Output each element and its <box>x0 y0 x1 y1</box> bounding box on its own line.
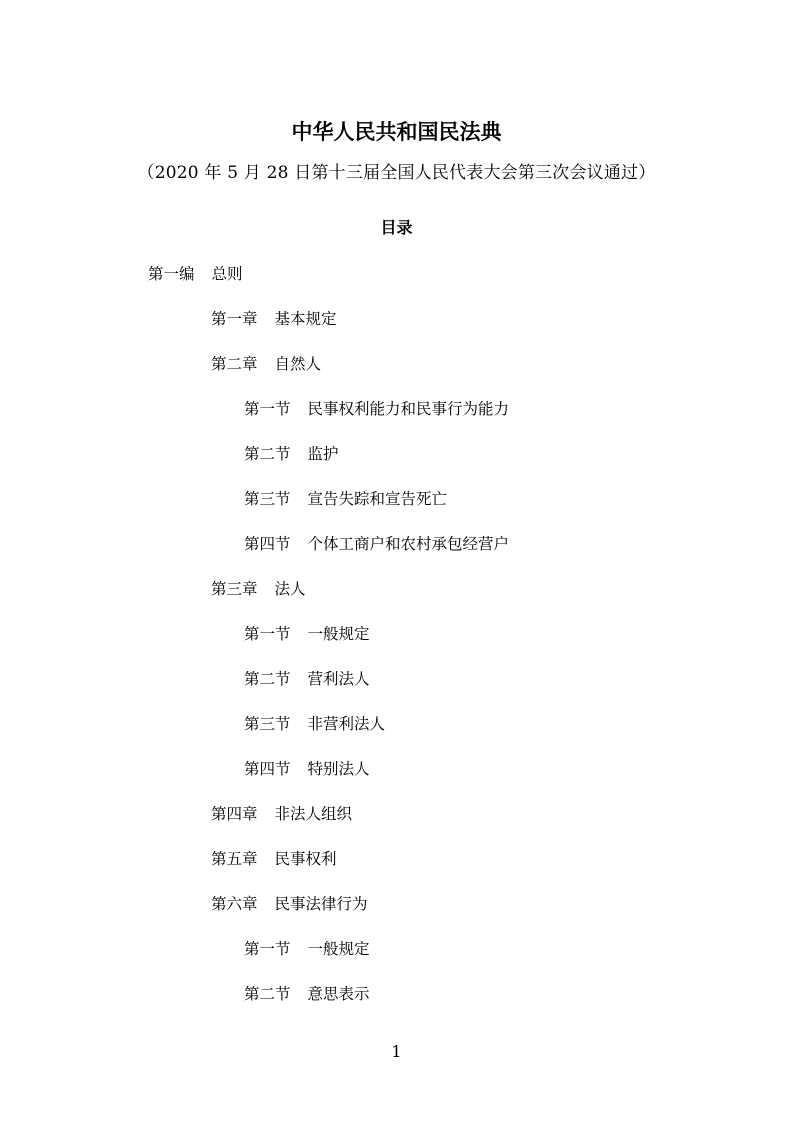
toc-entry[interactable] <box>0 261 793 306</box>
toc-entry-title: 法人 <box>274 580 306 598</box>
document-subtitle: （2020 年 5 月 28 日第十三届全国人民代表大会第三次会议通过） <box>137 163 656 183</box>
toc-entry[interactable] <box>0 621 793 666</box>
toc-entry[interactable] <box>0 486 793 531</box>
toc-entry-number: 第六章 <box>211 895 258 913</box>
toc-entry-title: 民事权利 <box>274 850 337 868</box>
toc-entry-title: 特别法人 <box>307 760 370 778</box>
toc-entry[interactable] <box>0 936 793 981</box>
toc-entry[interactable] <box>0 711 793 756</box>
toc-entry-title: 监护 <box>307 445 339 463</box>
toc-entry-title: 非营利法人 <box>307 715 386 733</box>
toc-entry-number: 第五章 <box>211 850 258 868</box>
toc-entry-title: 一般规定 <box>307 940 370 958</box>
toc-entry[interactable] <box>0 756 793 801</box>
toc-entry[interactable] <box>0 306 793 351</box>
toc-entry[interactable] <box>0 846 793 891</box>
toc-entry[interactable] <box>0 576 793 621</box>
toc-entry-title: 个体工商户和农村承包经营户 <box>307 535 510 553</box>
toc-entry[interactable] <box>0 396 793 441</box>
toc-entry-number: 第二节 <box>244 985 291 1003</box>
toc-entry[interactable] <box>0 666 793 711</box>
toc-entry-title: 营利法人 <box>307 670 370 688</box>
toc-entry-title: 民事法律行为 <box>274 895 368 913</box>
toc-entry-number: 第一节 <box>244 625 291 643</box>
page-number: 1 <box>391 1042 402 1061</box>
toc-entry[interactable] <box>0 891 793 936</box>
toc-entry-number: 第二节 <box>244 445 291 463</box>
toc-entry-title: 非法人组织 <box>274 805 353 823</box>
document-title: 中华人民共和国民法典 <box>291 120 502 144</box>
toc-entry-title: 自然人 <box>274 355 322 373</box>
toc-entry[interactable] <box>0 981 793 1026</box>
table-of-contents <box>0 261 793 1026</box>
toc-entry-number: 第三节 <box>244 715 291 733</box>
toc-entry[interactable] <box>0 801 793 846</box>
toc-entry-number: 第二节 <box>244 670 291 688</box>
toc-entry-number: 第一节 <box>244 400 291 418</box>
toc-entry-title: 宣告失踪和宣告死亡 <box>307 490 448 508</box>
toc-entry-title: 总则 <box>211 265 243 283</box>
toc-entry-number: 第一章 <box>211 310 258 328</box>
toc-entry-number: 第四节 <box>244 760 291 778</box>
toc-entry-number: 第一编 <box>148 265 195 283</box>
toc-entry[interactable] <box>0 531 793 576</box>
toc-entry-number: 第四节 <box>244 535 291 553</box>
toc-heading: 目录 <box>380 218 413 237</box>
toc-entry-title: 民事权利能力和民事行为能力 <box>307 400 510 418</box>
toc-entry-number: 第四章 <box>211 805 258 823</box>
toc-entry-number: 第一节 <box>244 940 291 958</box>
toc-entry-number: 第二章 <box>211 355 258 373</box>
toc-entry-number: 第三节 <box>244 490 291 508</box>
toc-entry[interactable] <box>0 441 793 486</box>
toc-entry-title: 一般规定 <box>307 625 370 643</box>
toc-entry-number: 第三章 <box>211 580 258 598</box>
toc-entry-title: 意思表示 <box>307 985 370 1003</box>
toc-entry[interactable] <box>0 351 793 396</box>
toc-entry-title: 基本规定 <box>274 310 337 328</box>
